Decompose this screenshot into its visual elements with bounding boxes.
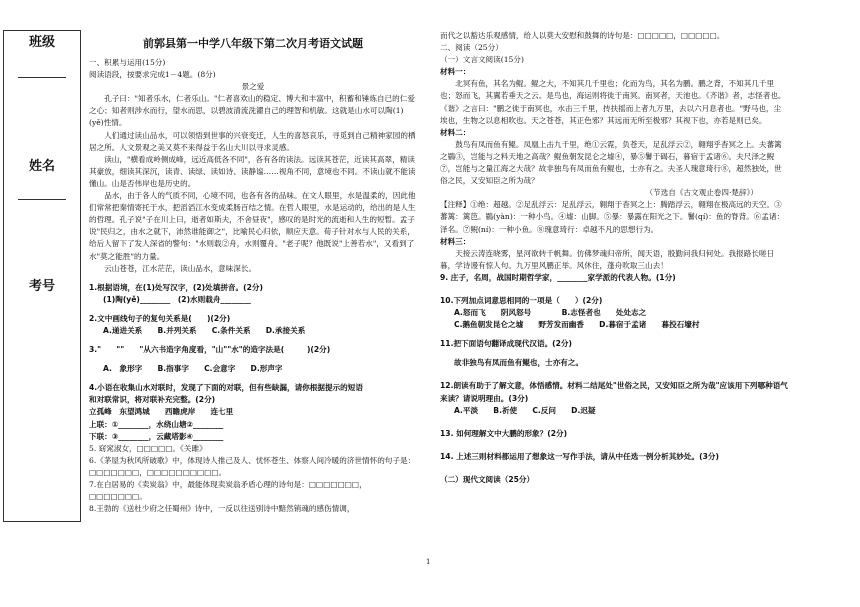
couplet-phrases: 立孤峰 东望鸿城 西瞻虎岸 连七里 — [89, 407, 234, 417]
question-12: 12.朗读有助于了解文意，体悟感情。材料二结尾处"世俗之民，又安知臣之所为哉"应该用下列哪种语气来读？请说明理由。(3分) — [440, 381, 788, 403]
question-10: 10.下列加点词意思相同的一项是（ ）(2分) — [440, 295, 603, 305]
passage-paragraph: 品水，由于各人的气质不同，心境不同，也各有各的品味。在文人眼里，水是温柔的，因此他们常常把秦情寄托于水，把滔滔江水变成柔肠百结之情。在哲人眼里，水是运动的，给出的是人生的哲理。孔子说"子在川上曰，逝者如斯夫，不舍昼夜"，感叹的是时光的流逝和人生的短暂。孟子说"民归之，由水之就下，沛然谁能御之"，比喻民心归依，顺应天意。荀子针对水与人民的关系，给后人留下了发人深省的警句："水则载②舟，水则覆舟。"老子呢？他既说"上善若水"，又看到了水"莫之能胜"的力量。 — [89, 191, 416, 261]
question-11-sentence: 故非独鸟有凤而鱼有鲲也，士亦有之。 — [454, 358, 584, 368]
passage-paragraph: 孔子曰："知者乐水，仁者乐山。"仁者喜欢山的稳定、博大和丰富中，积蓄和锤炼自已的仁爱之心；知者则涉水而行，望水而思，以碧波清流洗濯自己的理智和机敏。这就是山水可以陶(1)(yě)性情。 — [89, 94, 415, 128]
question-14: 14. 上述三则材料都运用了想象这一写作手法，请从中任选一例分析其妙处。(3分) — [440, 451, 719, 461]
question-8-cont[interactable]: 而代之以豁达乐观感情，给人以莫大安慰和鼓舞的诗句是：□□□□□，□□□□□。 — [440, 31, 725, 40]
exam-number-label: 考号 — [28, 279, 55, 294]
section-heading: 一、积累与运用(15分) — [89, 58, 166, 67]
question-2-options[interactable]: A.递进关系 B.并列关系 C.条件关系 D.承接关系 — [103, 325, 306, 335]
class-label: 班级 — [28, 35, 55, 50]
binding-margin — [3, 30, 81, 522]
question-4-cont: 和对联常识，将对联补充完整。(2分) — [89, 395, 216, 405]
passage-paragraph: 读山，"横看成岭侧成峰，远近高低各不同"，各有各的读法。远读其苍茫，近读其高翠，精读其豪放，细读其深沉，读青、读绿、读如诗、读静谧……视角不同，意境也不同。不读山就不能读懂山。山是否伟岸也是历史的。 — [89, 154, 416, 188]
question-4: 4.小语在收集山水对联时，发现了下面的对联，但有些缺漏，请你根据提示的短语 — [89, 383, 363, 393]
right-column — [440, 30, 788, 486]
question-10-options-cd[interactable]: C.鹅鱼朝发昆仑之墟 野芳发而幽香 D.暮宿于孟诸 暮投石壕村 — [454, 320, 700, 330]
material-3-label: 材料三： — [440, 236, 471, 246]
material-2-source: （节选自《古文观止卷四·楚辞》） — [645, 188, 758, 198]
section-heading: 二、阅读（25分） — [440, 43, 503, 53]
question-3: 3." "" "从六书造字角度看，"山""水"的造字法是( )(2分) — [89, 345, 331, 355]
material-2-text: 鼓鸟有凤而鱼有鲲。凤凰上击九千里，绝①云霓，负苍天，足乱浮云②，翱翔乎杳冥之上。夫蕃篱之鷃③，岂能与之料天地之高哉？鲲鱼朝发昆仑之墟④，暴⑤鬐于碣石，暮宿于孟诸⑥。夫尺泽之鲵⑦，岂能与之量江海之大哉？故非独鸟有凤而鱼有鲲也，士亦有之。夫圣人瑰意琦行⑧，超然独处，世俗之民，又安知臣之所为哉？ — [440, 139, 782, 186]
question-5[interactable]: 5. 窈窕淑女，□□□□□。《关雎》 — [89, 443, 207, 453]
page-number: 1 — [426, 558, 431, 566]
question-2: 2.文中画线句子的复句关系是( )(2分) — [89, 313, 231, 323]
passage-paragraph: 云山苍苍，江水茫茫，读山品水，意味深长。 — [104, 263, 257, 273]
reading-instruction: 阅读语段，按要求完成1－4题。(8分) — [89, 70, 216, 80]
question-10-options-ab[interactable]: A.怒而飞 阴风怒号 B.志怪者也 处处志之 — [454, 308, 647, 318]
subsection-heading: （二）现代文阅读（25分） — [440, 474, 535, 484]
name-label: 姓名 — [28, 159, 55, 174]
question-8: 8.王勃的《送杜少府之任蜀州》诗中，一反以往送别诗中黯然销魂的感伤情调， — [89, 504, 355, 514]
couplet-upper[interactable]: 上联：①________，水绕山塘②________ — [89, 419, 224, 429]
material-2-label: 材料二： — [440, 127, 471, 137]
question-9[interactable]: 9. 庄子，名周，战国时期哲学家，________家学派的代表人物。(1分) — [440, 272, 676, 282]
annotation-notes: 【注释】①绝：超越。②足乱浮云：足乱浮云，翱翔于杳冥之上：腾踏浮云，翱翔在极高远的天空。③蕃篱：篱笆。鷃(yàn)：一种小鸟。④墟：山脚。⑤暴：暴露在阳光之下。鬐(qí)：鱼的脊背。⑥孟诸：泽名。⑦鲵(ní)：一种小鱼。⑧瑰意琦行：卓越不凡的思想行为。 — [440, 200, 785, 234]
page-title: 前郭县第一中学八年级下第二次月考语文试题 — [143, 37, 363, 50]
material-1-label: 材料一： — [440, 67, 471, 77]
passage-paragraph: 人们通过读山品水，可以领悟到世事的兴衰变迁，人生的喜怒哀乐，寻觅到自己精神家园的栖居之所。人文景观之美又莫不来得益于名山大川以寻求灵感。 — [89, 130, 416, 152]
material-3-text: 天接云涛连晓雾，星河欲转千帆舞。仿佛梦魂归帝所，闻天语，殷勤问我归何处。我报路长嗟日暮，学诗谩有惊人句。九万里风鹏正举。风休住，蓬舟吹取三山去！ — [440, 248, 775, 270]
question-3-options[interactable]: A. 象形字 B.指事字 C.会意字 D.形声字 — [103, 364, 283, 374]
question-11: 11.把下面语句翻译成现代汉语。(2分) — [440, 339, 572, 349]
question-7[interactable]: 7.在白居易的《卖炭翁》中，最能体现卖炭翁矛盾心理的诗句是：□□□□□□□，□□□□□□□。 — [89, 480, 367, 502]
question-1: 1.根据语境，在(1)处写汉字，(2)处填拼音。(2分) — [89, 282, 263, 292]
material-1-text: 北冥有鱼，其名为鲲。鲲之大，不知其几千里也；化而为鸟，其名为鹏。鹏之背，不知其几千里也；怒而飞，其翼若垂天之云。是鸟也，海运则将徙于南冥。南冥者，天池也。《齐谐》者，志怪者也。《谐》之言曰："鹏之徙于南冥也，水击三千里，抟扶摇而上者九万里，去以六月息者也。"野马也，尘埃也，生物之以息相吹也。天之苍苍，其正色邪？其远而无所至极邪？其视下也，亦若是则已矣。 — [440, 79, 786, 125]
left-column — [89, 57, 417, 515]
question-12-options[interactable]: A.平淡 B.祈使 C.反问 D.迟疑 — [454, 405, 596, 415]
question-6[interactable]: 6.《茅屋为秋风所破歌》中，体现诗人推己及人、忧怀苍生、体察人间冷暖的济世情怀的句子是：□□□□□□□，□□□□□□□□□□。 — [89, 455, 416, 477]
question-1-blanks[interactable]: (1)陶(yě)________ (2)水则载舟________ — [103, 294, 251, 304]
subsection-heading: （一）文言文阅读(15分) — [440, 55, 524, 65]
passage-title: 景之爱 — [241, 82, 265, 92]
question-13: 13. 如何理解文中大鹏的形象？(2分) — [440, 428, 568, 438]
class-line — [18, 77, 66, 78]
couplet-lower[interactable]: 下联：③________，云藏塔影④________ — [89, 431, 224, 441]
name-line — [18, 199, 66, 200]
